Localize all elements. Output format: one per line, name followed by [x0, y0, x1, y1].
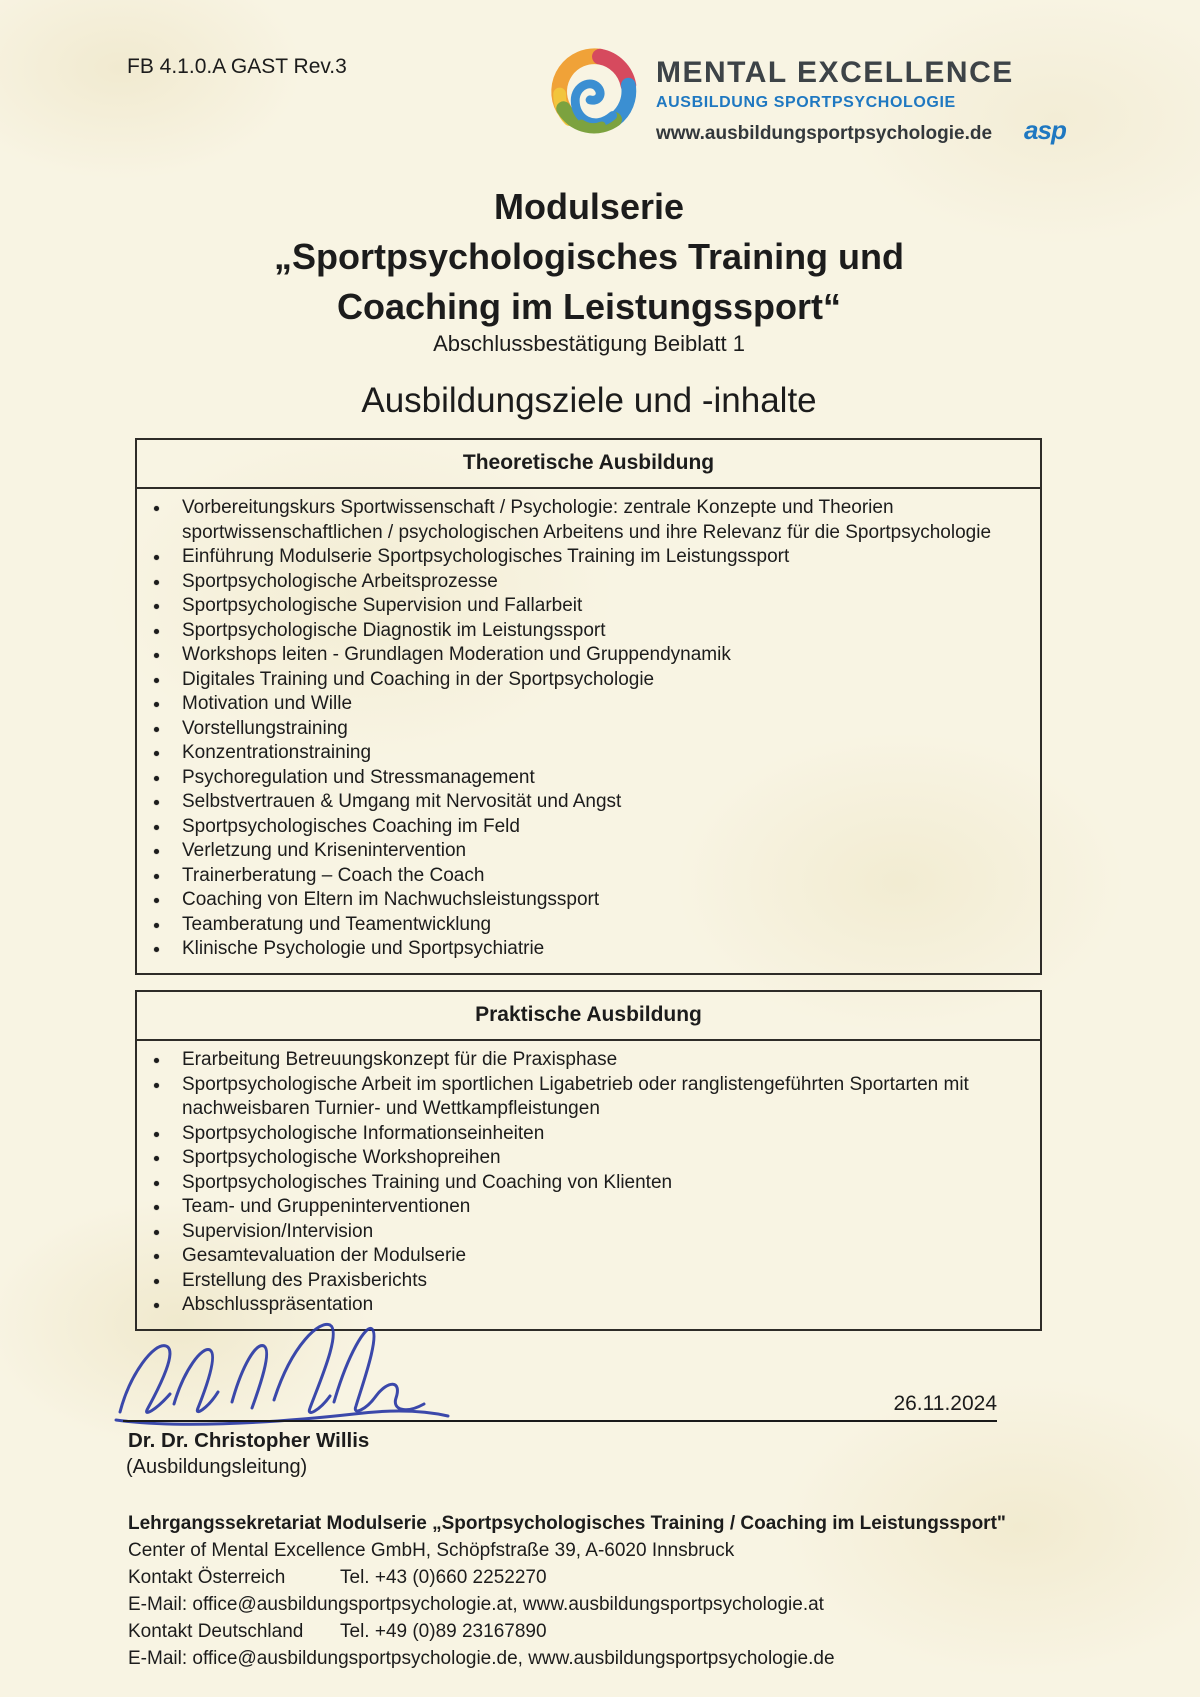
list-item — [137, 619, 1038, 644]
brand-name: MENTAL EXCELLENCE — [656, 56, 1014, 89]
footer-block — [128, 1510, 1128, 1672]
bullet-icon — [154, 1230, 159, 1235]
signature-divider — [123, 1420, 997, 1422]
list-item-text: Sportpsychologische Diagnostik im Leistungssport — [182, 619, 606, 641]
footer-line: E-Mail: office@ausbildungsportpsychologie.at, www.ausbildungsportpsychologie.at — [128, 1594, 824, 1615]
list-item — [137, 1293, 1038, 1318]
list-item-text: Konzentrationstraining — [182, 742, 372, 763]
asp-logo: asp — [1024, 115, 1066, 145]
list-item — [137, 594, 1038, 619]
list-item — [137, 1146, 1038, 1171]
content-list-theoretisch — [137, 489, 1040, 973]
list-item-text: Motivation und Wille — [182, 693, 353, 714]
brand-subtitle: AUSBILDUNG SPORTPSYCHOLOGIE — [656, 94, 956, 111]
list-item-text: Sportpsychologische Supervision und Fallarbeit — [182, 595, 583, 616]
list-item-text: Erstellung des Praxisberichts — [182, 1269, 427, 1291]
footer-line: Lehrgangssekretariat Modulserie „Sportpsychologisches Training / Coaching im Leistungssport" — [128, 1513, 1006, 1534]
list-item-text: Sportpsychologische Arbeitsprozesse — [182, 570, 498, 592]
bullet-icon — [154, 702, 159, 707]
footer-label: Kontakt Österreich — [128, 1567, 286, 1588]
bullet-icon — [154, 1132, 159, 1137]
brand-website: www.ausbildungsportpsychologie.de — [656, 123, 993, 144]
list-item — [137, 741, 1038, 766]
bullet-icon — [154, 555, 159, 560]
list-item — [137, 937, 1038, 962]
list-item-text: Vorstellungstraining — [182, 717, 348, 739]
list-item — [137, 864, 1038, 889]
bullet-icon — [154, 506, 159, 511]
list-item-text: Digitales Training und Coaching in der Sportpsychologie — [182, 668, 655, 690]
content-list-praktisch — [137, 1041, 1040, 1329]
bullet-icon — [154, 751, 159, 756]
signatory-name: Dr. Dr. Christopher Willis — [128, 1429, 370, 1452]
list-item-text: Sportpsychologisches Coaching im Feld — [182, 815, 520, 837]
footer-label: Kontakt Deutschland — [128, 1621, 304, 1642]
bullet-icon — [154, 604, 159, 609]
signature-date: 26.11.2024 — [893, 1392, 997, 1415]
list-item-text: Workshops leiten - Grundlagen Moderation und Gruppendynamik — [182, 644, 731, 665]
list-item — [137, 1195, 1038, 1220]
logo-inner-tail — [581, 123, 602, 127]
list-item-text: Supervision/Intervision — [182, 1220, 374, 1242]
section-title: Theoretische Ausbildung — [137, 440, 1040, 489]
section-box-praktische-ausbildung — [135, 990, 1042, 1331]
list-item-text: Team- und Gruppeninterventionen — [182, 1196, 471, 1217]
bullet-icon — [154, 947, 159, 952]
list-item-text: Gesamtevaluation der Modulserie — [182, 1245, 467, 1266]
footer-line — [128, 1618, 1128, 1645]
list-item — [137, 1171, 1038, 1196]
list-item — [137, 888, 1038, 913]
section-title: Praktische Ausbildung — [137, 992, 1040, 1041]
bullet-icon — [154, 629, 159, 634]
doc-subtitle: Abschlussbestätigung Beiblatt 1 — [433, 331, 745, 356]
signatory-role: (Ausbildungsleitung) — [126, 1456, 308, 1478]
list-item — [137, 790, 1038, 815]
page-heading: Ausbildungsziele und -inhalte — [361, 381, 817, 420]
list-item — [137, 496, 1038, 545]
bullet-icon — [154, 678, 159, 683]
list-item-text: Klinische Psychologie und Sportpsychiatrie — [182, 938, 545, 959]
bullet-icon — [154, 1156, 159, 1161]
list-item — [137, 1244, 1038, 1269]
bullet-icon — [154, 825, 159, 830]
list-item — [137, 1220, 1038, 1245]
bullet-icon — [154, 898, 159, 903]
list-item — [137, 570, 1038, 595]
footer-line — [128, 1564, 1128, 1591]
list-item — [137, 815, 1038, 840]
list-item — [137, 1048, 1038, 1073]
form-reference: FB 4.1.0.A GAST Rev.3 — [127, 55, 347, 78]
brand-block — [656, 56, 1066, 146]
list-item — [137, 913, 1038, 938]
bullet-icon — [154, 1303, 159, 1308]
list-item-text: Teamberatung und Teamentwicklung — [182, 913, 492, 935]
bullet-icon — [154, 580, 159, 585]
list-item — [137, 1122, 1038, 1147]
list-item — [137, 766, 1038, 791]
footer-line: Center of Mental Excellence GmbH, Schöpfstraße 39, A-6020 Innsbruck — [128, 1540, 735, 1561]
bullet-icon — [154, 727, 159, 732]
list-item — [137, 692, 1038, 717]
bullet-icon — [154, 1181, 159, 1186]
footer-line: E-Mail: office@ausbildungsportpsychologie.de, www.ausbildungsportpsychologie.de — [128, 1648, 835, 1669]
bullet-icon — [154, 849, 159, 854]
list-item-text: Psychoregulation und Stressmanagement — [182, 766, 535, 788]
list-item-text: Verletzung und Krisenintervention — [182, 840, 467, 861]
list-item-text: Einführung Modulserie Sportpsychologisches Training im Leistungssport — [182, 546, 790, 567]
list-item — [137, 668, 1038, 693]
list-item — [137, 717, 1038, 742]
list-item — [137, 1073, 1038, 1122]
signature-image — [112, 1316, 464, 1435]
list-item-text: Coaching von Eltern im Nachwuchsleistungssport — [182, 889, 600, 910]
doc-title-line1: Modulserie — [493, 186, 685, 227]
list-item-text: Sportpsychologische Arbeit im sportlichen Ligabetrieb oder ranglistengeführten Sportarten mit nachweisbaren Turnier- und Wettkampfleistungen — [182, 1073, 969, 1119]
list-item-text: Sportpsychologisches Training und Coaching von Klienten — [182, 1171, 673, 1193]
list-item — [137, 839, 1038, 864]
bullet-icon — [154, 653, 159, 658]
bullet-icon — [154, 1083, 159, 1088]
list-item-text: Abschlusspräsentation — [182, 1294, 374, 1315]
list-item-text: Sportpsychologische Informationseinheiten — [182, 1122, 545, 1144]
bullet-icon — [154, 1279, 159, 1284]
doc-title-line3: Coaching im Leistungssport“ — [336, 286, 842, 327]
list-item-text: Sportpsychologische Workshopreihen — [182, 1147, 501, 1168]
bullet-icon — [154, 874, 159, 879]
bullet-icon — [154, 1205, 159, 1210]
bullet-icon — [154, 800, 159, 805]
bullet-icon — [154, 1254, 159, 1259]
section-box-theoretische-ausbildung — [135, 438, 1042, 975]
list-item — [137, 545, 1038, 570]
logo-inner-curl — [575, 84, 612, 123]
footer-value: Tel. +49 (0)89 23167890 — [340, 1621, 547, 1642]
bullet-icon — [154, 776, 159, 781]
doc-title-line2: „Sportpsychologisches Training und — [273, 236, 905, 277]
bullet-icon — [154, 923, 159, 928]
list-item-text: Erarbeitung Betreuungskonzept für die Praxisphase — [182, 1049, 618, 1070]
list-item-text: Selbstvertrauen & Umgang mit Nervosität und Angst — [182, 791, 622, 812]
brand-logo-swirl-icon — [540, 34, 648, 155]
list-item — [137, 1269, 1038, 1294]
list-item-text: Trainerberatung – Coach the Coach — [182, 864, 485, 886]
footer-value: Tel. +43 (0)660 2252270 — [340, 1567, 547, 1588]
list-item-text: Vorbereitungskurs Sportwissenschaft / Psychologie: zentrale Konzepte und Theorien sportwissenschaftlichen / psychologischen Arbeitens und ihre Relevanz für die Sportpsychologie — [182, 497, 992, 543]
bullet-icon — [154, 1058, 159, 1063]
list-item — [137, 643, 1038, 668]
